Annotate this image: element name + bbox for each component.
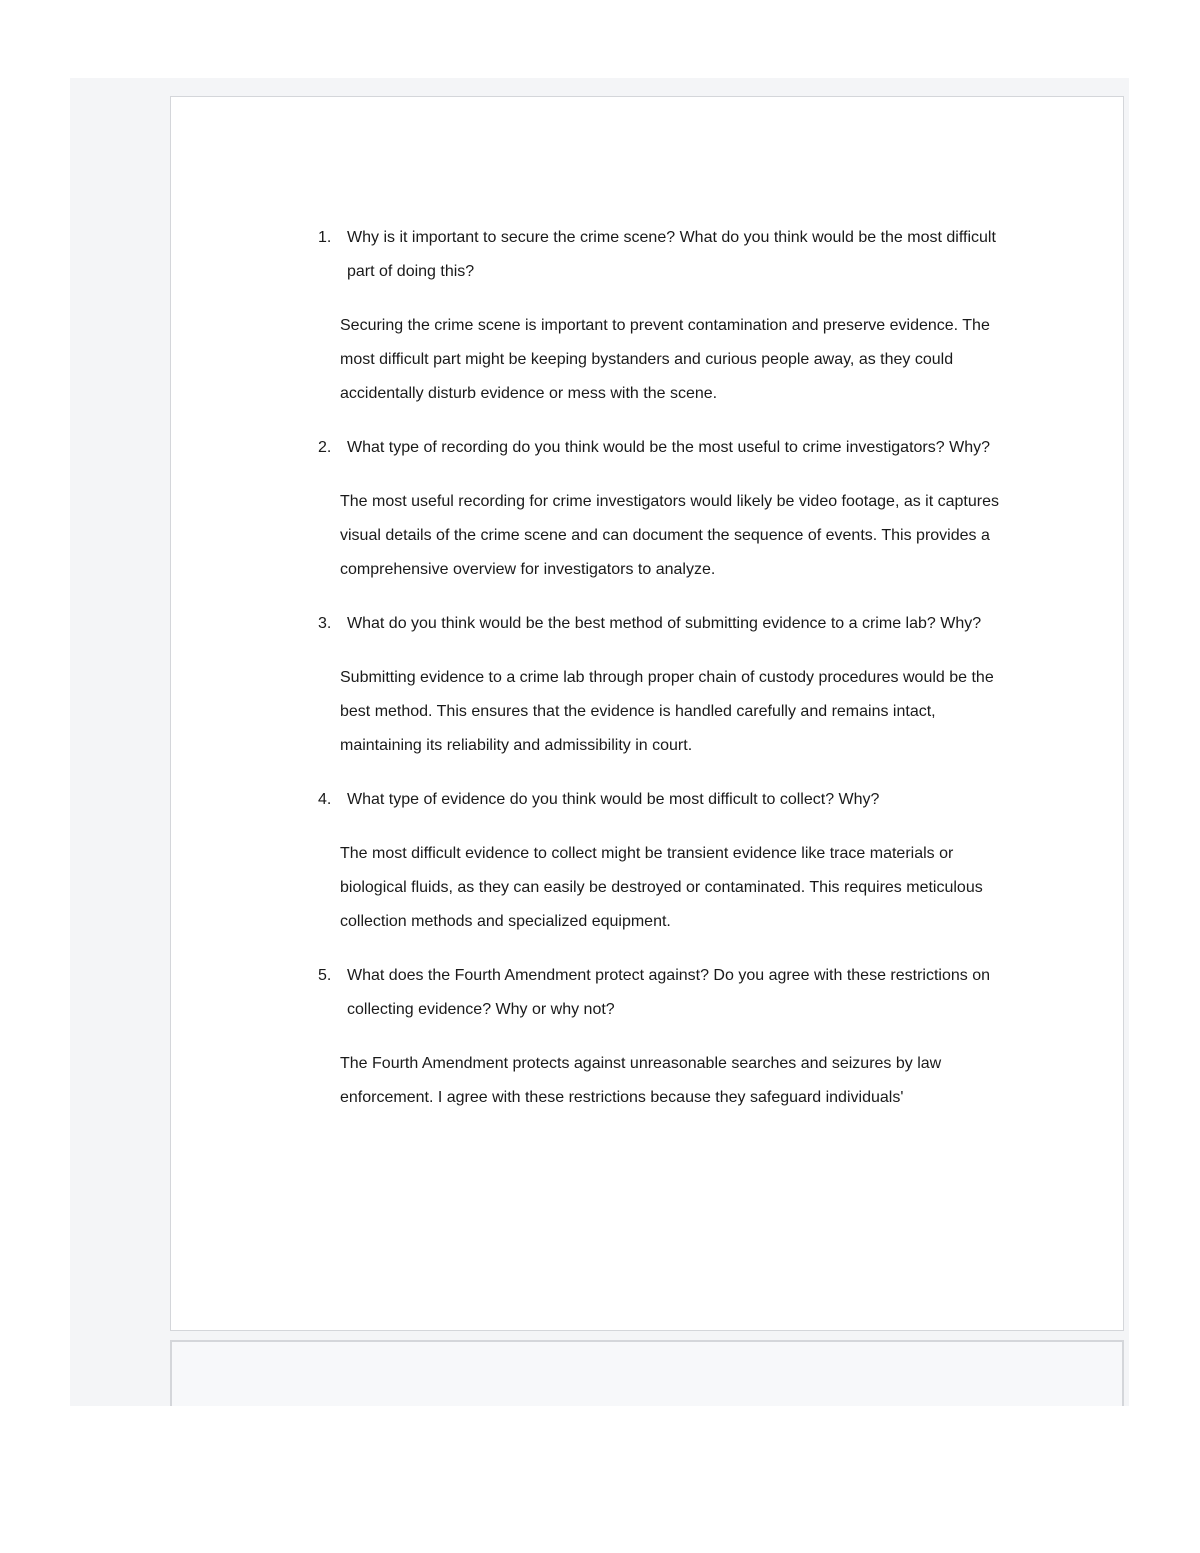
qa-item-5 (316, 959, 1016, 1115)
question-text: Why is it important to secure the crime scene? What do you think would be the most difficult part of doing this? (347, 229, 996, 280)
question-text: What type of evidence do you think would be most difficult to collect? Why? (347, 791, 880, 808)
qa-item-3 (316, 607, 1016, 763)
question-5 (316, 959, 1016, 1027)
answer-5: The Fourth Amendment protects against unreasonable searches and seizures by law enforcement. I agree with these restrictions because they safeguard individuals' (340, 1055, 942, 1106)
question-number: 3. (318, 615, 332, 632)
question-2 (316, 431, 1016, 465)
next-document-page (170, 1340, 1124, 1406)
answer-1: Securing the crime scene is important to prevent contamination and preserve evidence. The most difficult part might be keeping bystanders and curious people away, as they could accidentally disturb evidence or mess with the scene. (340, 317, 990, 402)
document-page (170, 96, 1124, 1331)
qa-item-2 (316, 431, 1016, 587)
answer-4: The most difficult evidence to collect might be transient evidence like trace materials or biological fluids, as they can easily be destroyed or contaminated. This requires meticulous collection methods and specialized equipment. (340, 845, 983, 930)
question-4 (316, 783, 1016, 817)
question-text: What do you think would be the best method of submitting evidence to a crime lab? Why? (347, 615, 982, 632)
question-text: What type of recording do you think would be the most useful to crime investigators? Why? (347, 439, 990, 456)
question-3 (316, 607, 1016, 641)
question-number: 5. (318, 967, 332, 984)
qa-item-4 (316, 783, 1016, 939)
qa-item-1 (316, 221, 1016, 411)
question-number: 4. (318, 791, 332, 808)
question-text: What does the Fourth Amendment protect against? Do you agree with these restrictions on collecting evidence? Why or why not? (347, 967, 991, 1018)
question-1 (316, 221, 1016, 289)
question-number: 1. (318, 229, 332, 246)
answer-3: Submitting evidence to a crime lab through proper chain of custody procedures would be the best method. This ensures that the evidence is handled carefully and remains intact, maintaining its reliability and admissibility in court. (340, 669, 994, 754)
answer-2: The most useful recording for crime investigators would likely be video footage, as it captures visual details of the crime scene and can document the sequence of events. This provides a comprehensive overview for investigators to analyze. (340, 493, 999, 578)
question-number: 2. (318, 439, 332, 456)
page-content (316, 221, 1016, 1135)
